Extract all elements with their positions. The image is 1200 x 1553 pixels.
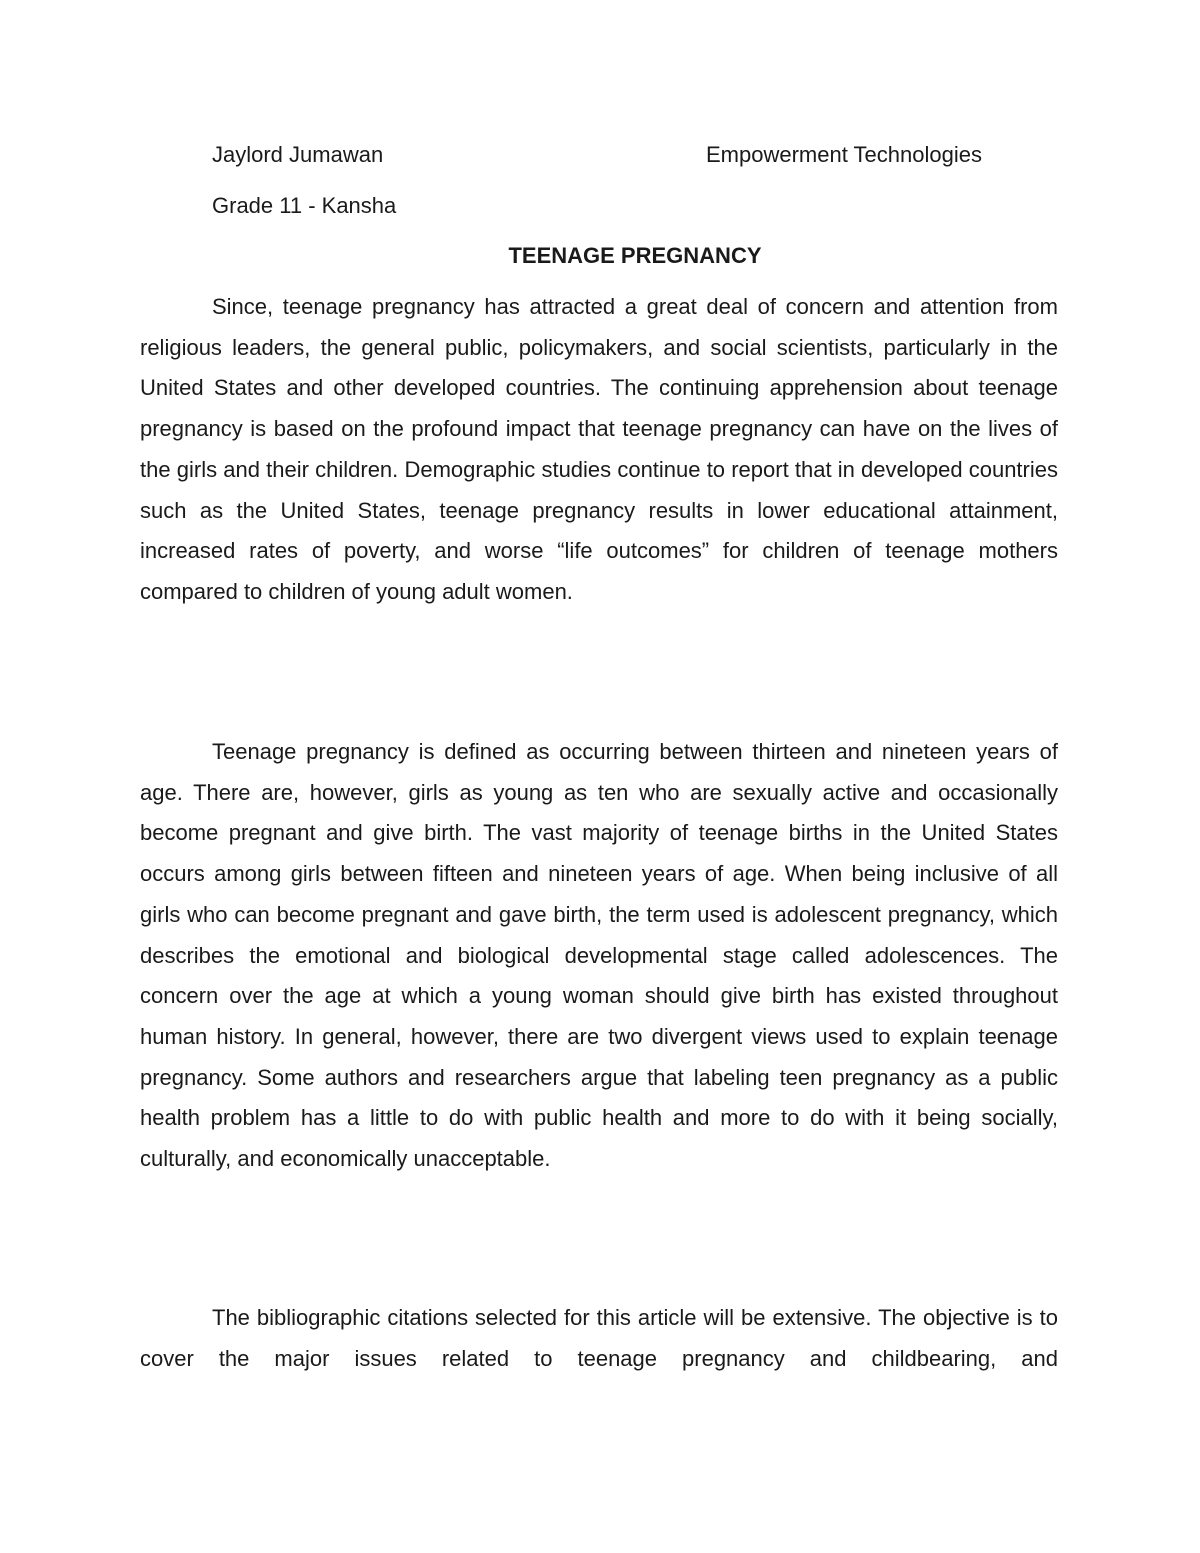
paragraph-1: Since, teenage pregnancy has attracted a great deal of concern and attention from religious leaders, the general public, policymakers, and social scientists, particularly in the United States and other developed countries. The continuing apprehension about teenage pregnancy is based on the profound impact that teenage pregnancy can have on the lives of the girls and their children. Demographic studies continue to report that in developed countries such as the United States, teenage pregnancy results in lower educational attainment, increased rates of poverty, and worse “life outcomes” for children of teenage mothers compared to children of young adult women. [140, 294, 1058, 604]
paragraph-2: Teenage pregnancy is defined as occurring between thirteen and nineteen years of age. There are, however, girls as young as ten who are sexually active and occasionally become pregnant and give birth. The vast majority of teenage births in the United States occurs among girls between fifteen and nineteen years of age. When being inclusive of all girls who can become pregnant and gave birth, the term used is adolescent pregnancy, which describes the emotional and biological developmental stage called adolescences. The concern over the age at which a young woman should give birth has existed throughout human history. In general, however, there are two divergent views used to explain teenage pregnancy. Some authors and researchers argue that labeling teen pregnancy as a public health problem has a little to do with public health and more to do with it being socially, culturally, and economically unacceptable. [140, 739, 1058, 1172]
author-name: Jaylord Jumawan [212, 142, 384, 167]
document-title: TEENAGE PREGNANCY [508, 243, 762, 268]
grade-section: Grade 11 - Kansha [212, 193, 397, 218]
paragraph-3: The bibliographic citations selected for this article will be extensive. The objective is to cover the major issues related to teenage pregnancy and childbearing, and [140, 1305, 1058, 1371]
subject-name: Empowerment Technologies [706, 142, 982, 167]
